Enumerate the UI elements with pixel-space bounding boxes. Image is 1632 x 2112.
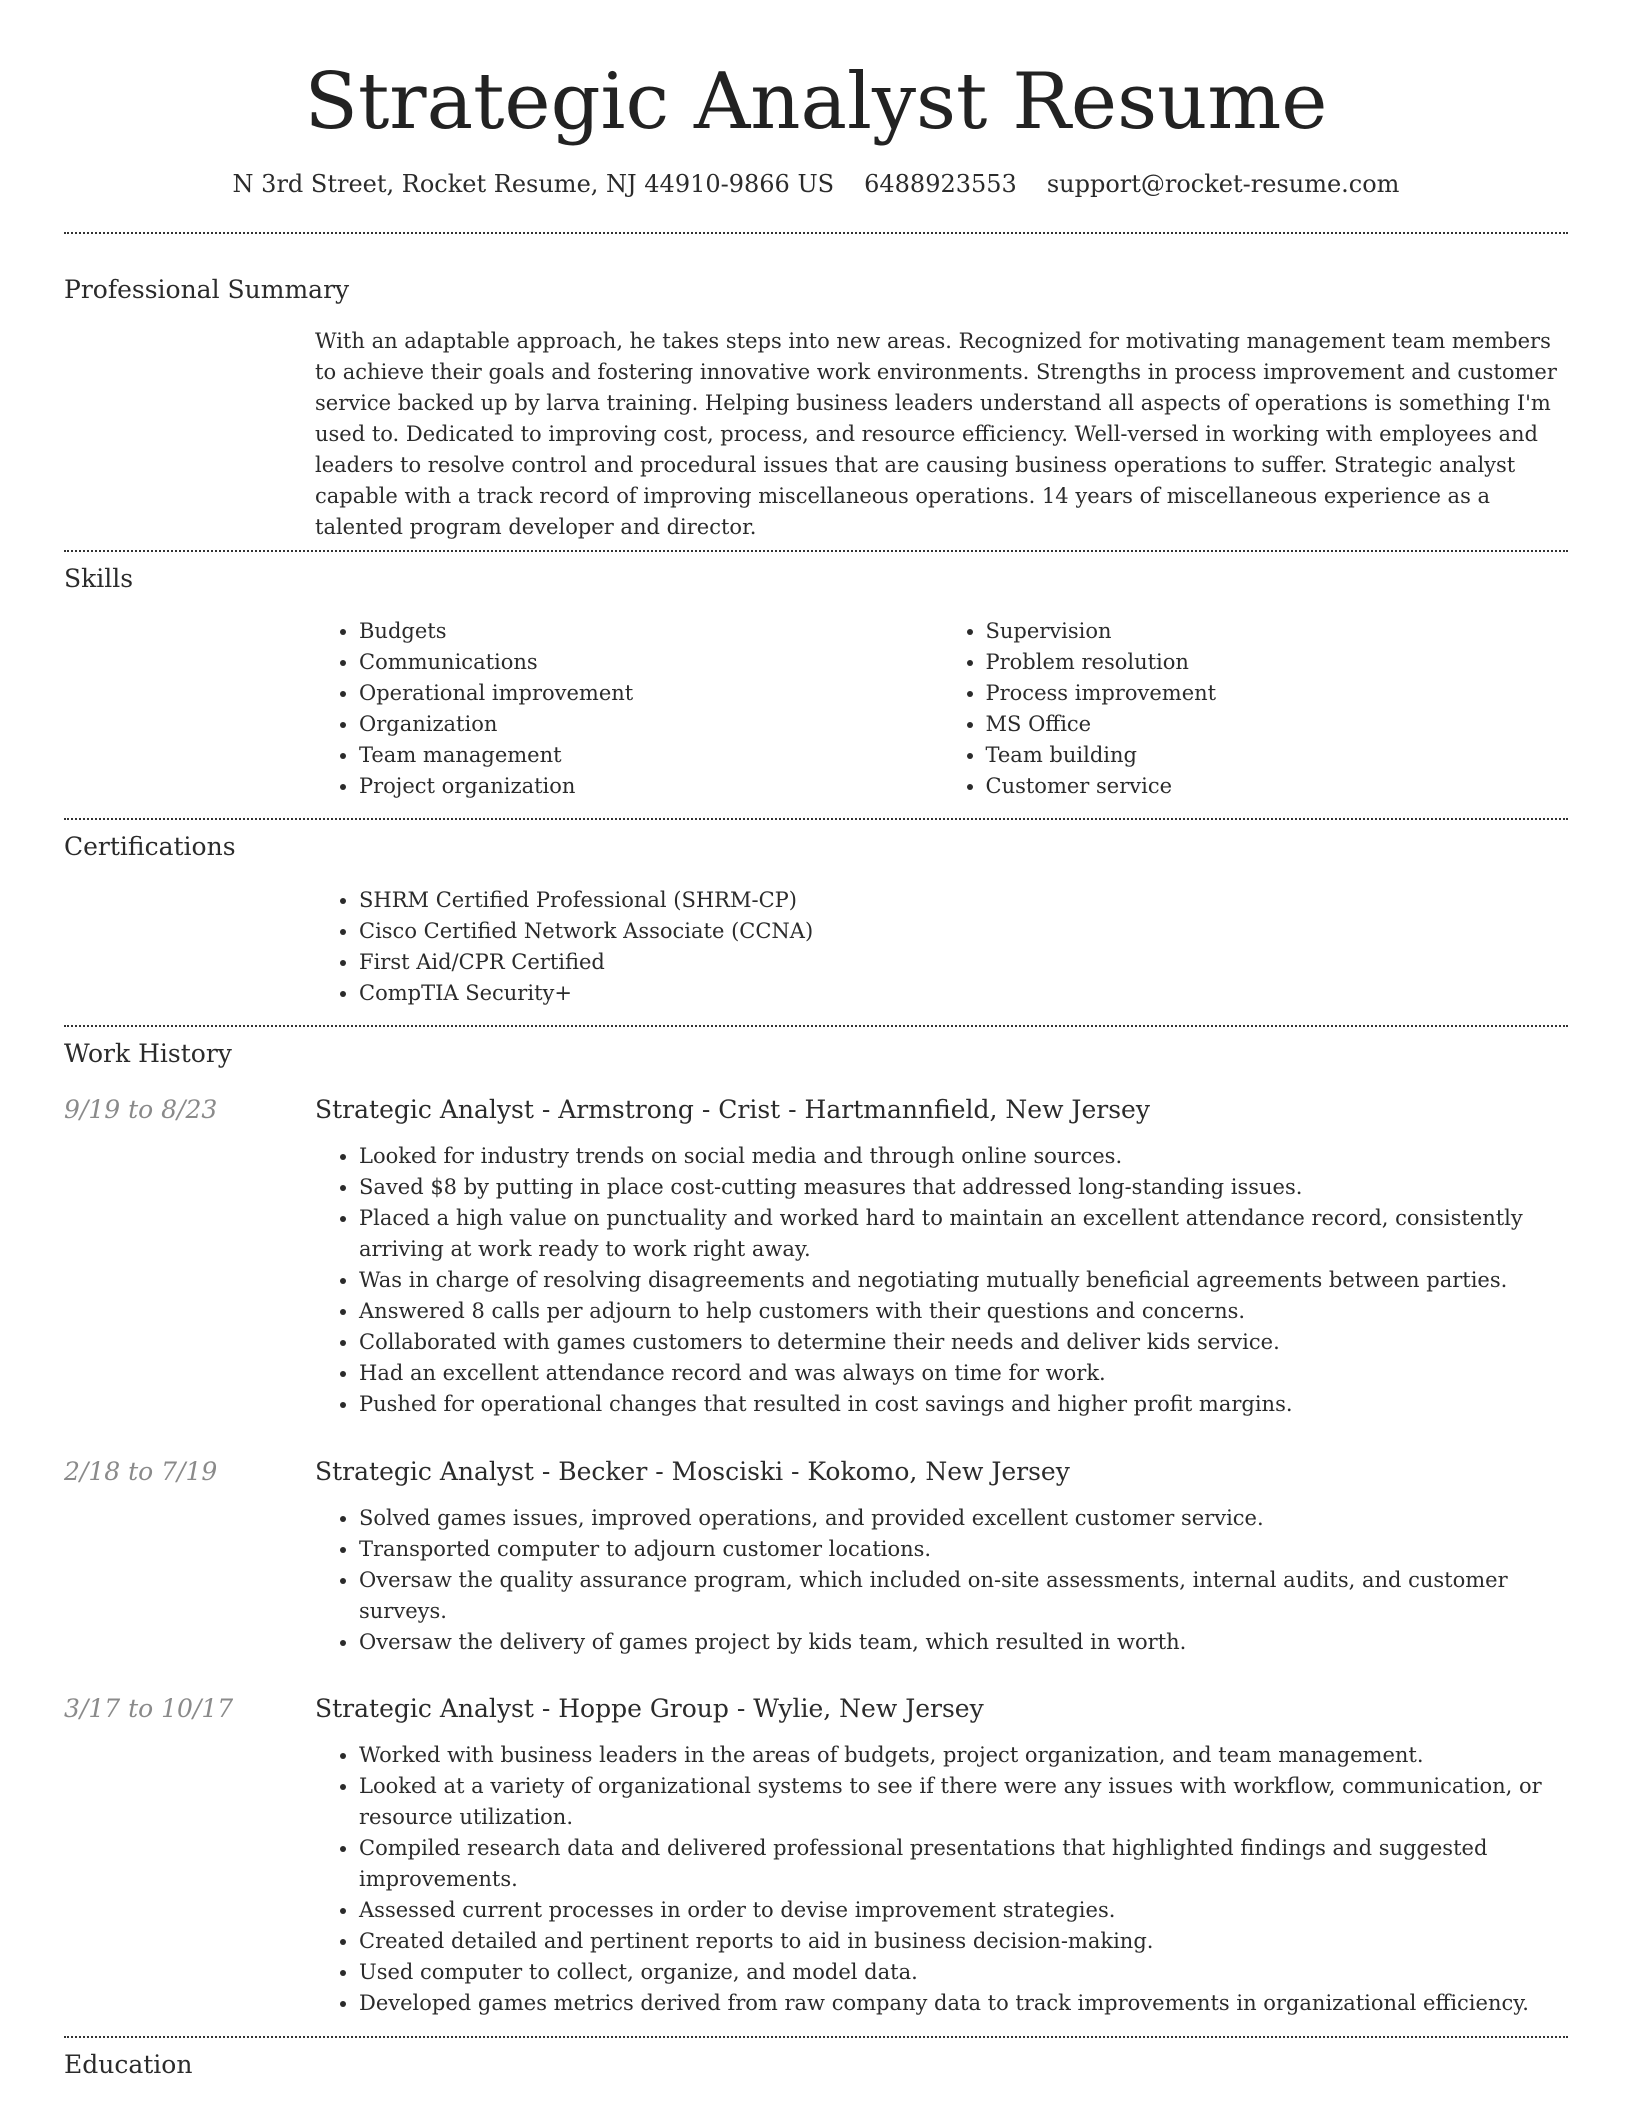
job-duties-list [315,1141,1568,1420]
duty-item: • Looked for industry trends on social media and through online sources. [359,1141,1568,1172]
skills-right-column [942,616,1569,802]
job-header [64,1093,1568,1127]
job-title: Strategic Analyst - Hoppe Group - Wylie, New Jersey [315,1694,984,1723]
job-title: Strategic Analyst - Armstrong - Crist - Hartmannfield, New Jersey [315,1095,1150,1124]
duty-item: • Had an excellent attendance record and was always on time for work. [359,1358,1568,1389]
skill-item: • Team building [986,740,1569,771]
skill-item: • Customer service [986,771,1569,802]
section-divider [64,2036,1568,2038]
duty-item: • Compiled research data and delivered professional presentations that highlighted findings and suggested improvements. [359,1833,1568,1895]
skill-item: • MS Office [986,709,1569,740]
duty-item: • Solved games issues, improved operations, and provided excellent customer service. [359,1503,1568,1534]
contact-address: N 3rd Street, Rocket Resume, NJ 44910-9866 US [232,170,835,198]
job-entry [64,1692,1568,2019]
resume-title: Strategic Analyst Resume [304,57,1328,147]
job-title: Strategic Analyst - Becker - Mosciski - Kokomo, New Jersey [315,1457,1070,1486]
job-entry [64,1093,1568,1420]
certifications-body [315,885,1568,1009]
duty-item: • Worked with business leaders in the areas of budgets, project organization, and team management. [359,1740,1568,1771]
skills-heading: Skills [64,564,134,593]
skill-item: • Project organization [359,771,942,802]
job-duties [315,1740,1568,2019]
duty-item: • Transported computer to adjourn customer locations. [359,1534,1568,1565]
skill-item: • Communications [359,647,942,678]
duty-item: • Assessed current processes in order to devise improvement strategies. [359,1895,1568,1926]
duty-item: • Looked at a variety of organizational systems to see if there were any issues with workflow, communication, or resource utilization. [359,1771,1568,1833]
duty-item: • Used computer to collect, organize, and model data. [359,1957,1568,1988]
job-dates: 2/18 to 7/19 [64,1457,218,1486]
duty-item: • Saved $8 by putting in place cost-cutting measures that addressed long-standing issues. [359,1172,1568,1203]
skill-item: • Budgets [359,616,942,647]
skill-item: • Team management [359,740,942,771]
skill-item: • Operational improvement [359,678,942,709]
section-divider [64,232,1568,234]
duty-item: • Placed a high value on punctuality and worked hard to maintain an excellent attendance record, consistently arriving at work ready to work right away. [359,1203,1568,1265]
section-divider [64,550,1568,552]
contact-line [64,168,1568,200]
job-header [64,1455,1568,1489]
resume-page [64,0,1568,2082]
job-duties-list [315,1503,1568,1658]
work-history-heading: Work History [64,1039,232,1068]
summary-heading: Professional Summary [64,275,350,304]
section-divider [64,818,1568,820]
job-duties [315,1141,1568,1420]
duty-item: • Collaborated with games customers to determine their needs and deliver kids service. [359,1327,1568,1358]
duty-item: • Answered 8 calls per adjourn to help customers with their questions and concerns. [359,1296,1568,1327]
certification-item: • SHRM Certified Professional (SHRM-CP) [359,885,1568,916]
duty-item: • Oversaw the delivery of games project by kids team, which resulted in worth. [359,1627,1568,1658]
summary-text: With an adaptable approach, he takes steps into new areas. Recognized for motivating management team members to achieve their goals and fostering innovative work environments. Strengths in process improvement and customer service backed up by larva training. Helping business leaders understand all aspects of operations is something I'm used to. Dedicated to improving cost, process, and resource efficiency. Well-versed in working with employees and leaders to resolve control and procedural issues that are causing business operations to suffer. Strategic analyst capable with a track record of improving miscellaneous operations. 14 years of miscellaneous experience as a talented program developer and director. [315,329,1557,539]
contact-phone: 6488923553 [864,170,1017,198]
job-duties-list [315,1740,1568,2019]
duty-item: • Created detailed and pertinent reports to aid in business decision-making. [359,1926,1568,1957]
job-dates: 9/19 to 8/23 [64,1095,218,1124]
summary-body [315,326,1568,543]
job-dates: 3/17 to 10/17 [64,1694,234,1723]
certifications-heading: Certifications [64,832,236,861]
education-heading: Education [64,2050,193,2079]
certifications-list [315,885,1568,1009]
duty-item: • Pushed for operational changes that resulted in cost savings and higher profit margins. [359,1389,1568,1420]
duty-item: • Developed games metrics derived from raw company data to track improvements in organizational efficiency. [359,1988,1568,2019]
skill-item: • Supervision [986,616,1569,647]
skill-item: • Problem resolution [986,647,1569,678]
section-divider [64,1025,1568,1027]
duty-item: • Oversaw the quality assurance program, which included on-site assessments, internal audits, and customer surveys. [359,1565,1568,1627]
job-entry [64,1455,1568,1658]
duty-item: • Was in charge of resolving disagreements and negotiating mutually beneficial agreements between parties. [359,1265,1568,1296]
contact-email: support@rocket-resume.com [1046,170,1400,198]
job-header [64,1692,1568,1726]
certification-item: • Cisco Certified Network Associate (CCNA) [359,916,1568,947]
skill-item: • Organization [359,709,942,740]
job-duties [315,1503,1568,1658]
skills-left-column [315,616,942,802]
certification-item: • CompTIA Security+ [359,978,1568,1009]
skill-item: • Process improvement [986,678,1569,709]
certification-item: • First Aid/CPR Certified [359,947,1568,978]
skills-list [315,616,1568,802]
